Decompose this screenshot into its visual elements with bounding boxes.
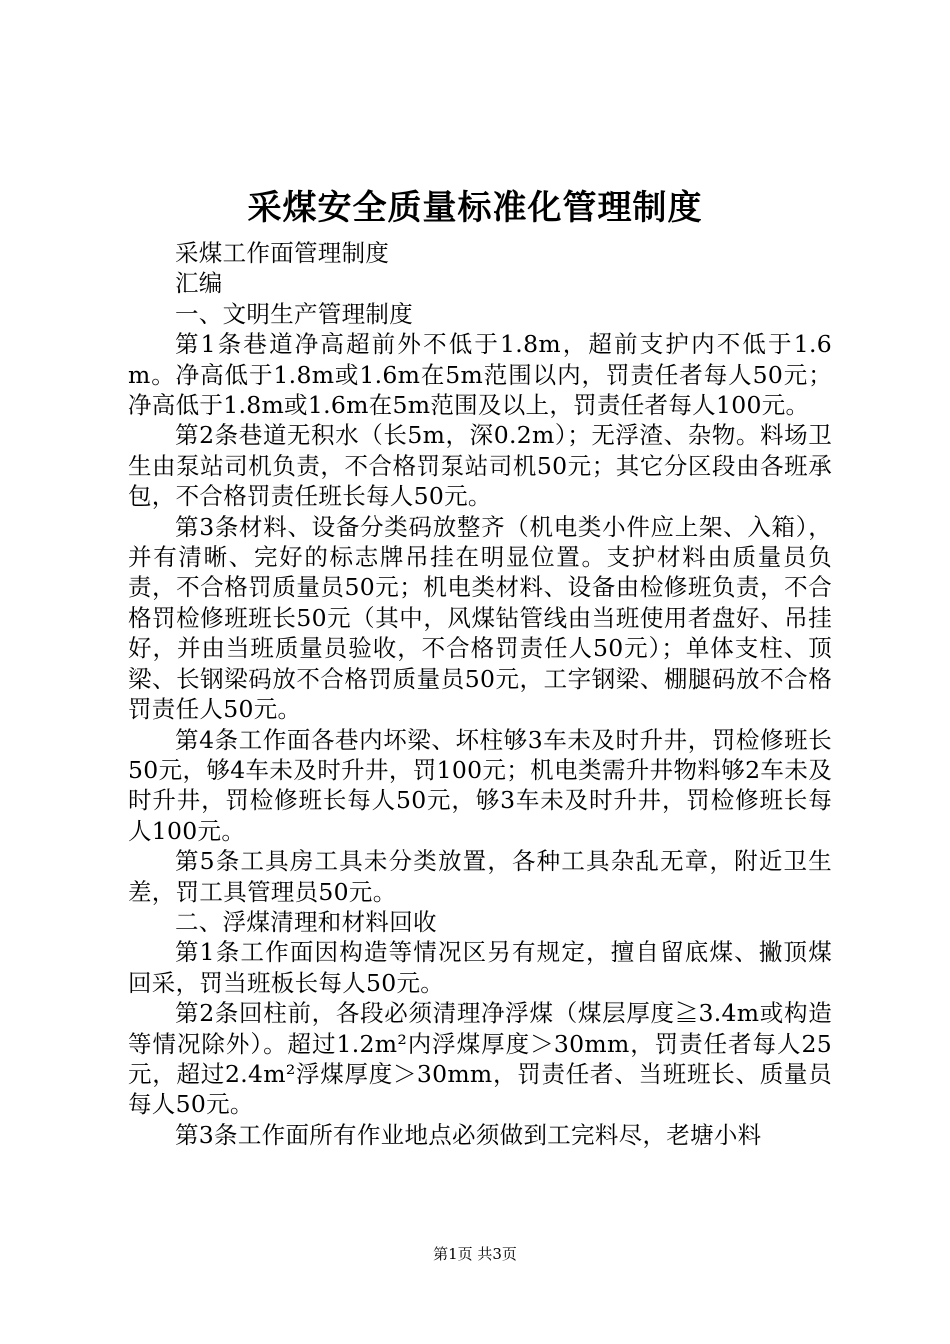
- article-paragraph: 第5条工具房工具未分类放置，各种工具杂乱无章，附近卫生差，罚工具管理员50元。: [128, 847, 832, 906]
- page-number: 第1页: [433, 1245, 473, 1263]
- article-paragraph: 第3条工作面所有作业地点必须做到工完料尽，老塘小料: [175, 1120, 762, 1149]
- section-heading: 一、文明生产管理制度: [175, 299, 413, 328]
- subtitle-line: 汇编: [175, 269, 223, 298]
- document-title: 采煤安全质量标准化管理制度: [247, 188, 703, 228]
- article-paragraph: 第2条回柱前，各段必须清理净浮煤（煤层厚度≧3.4m或构造等情况除外）。超过1.2m²内浮煤厚度＞30mm，罚责任者每人25元，超过2.4m²浮煤厚度＞30mm，罚责任者、当班班长、质量员每人50元。: [128, 999, 832, 1119]
- subtitle-line: 采煤工作面管理制度: [175, 239, 390, 267]
- article-paragraph: 第1条工作面因构造等情况区另有规定，擅自留底煤、撇顶煤回采，罚当班板长每人50元。: [128, 938, 832, 997]
- section-heading: 二、浮煤清理和材料回收: [175, 907, 437, 936]
- article-paragraph: 第1条巷道净高超前外不低于1.8m，超前支护内不低于1.6m。净高低于1.8m或1.6m在5m范围以内，罚责任者每人50元；净高低于1.8m或1.6m在5m范围及以上，罚责任者每人100元。: [128, 330, 832, 420]
- page-total: 共3页: [477, 1245, 517, 1263]
- document-body: [128, 238, 832, 1150]
- article-paragraph: 第3条材料、设备分类码放整齐（机电类小件应上架、入箱），并有清晰、完好的标志牌吊挂在明显位置。支护材料由质量员负责，不合格罚质量员50元；机电类材料、设备由检修班负责，不合格罚检修班班长50元（其中，风煤钻管线由当班使用者盘好、吊挂好，并由当班质量员验收，不合格罚责任人50元）；单体支柱、顶梁、长钢梁码放不合格罚质量员50元，工字钢梁、棚腿码放不合格罚责任人50元。: [128, 512, 832, 724]
- article-paragraph: 第2条巷道无积水（长5m，深0.2m）；无浮渣、杂物。料场卫生由泵站司机负责，不合格罚泵站司机50元；其它分区段由各班承包，不合格罚责任班长每人50元。: [128, 421, 832, 511]
- page-footer: [0, 1244, 950, 1264]
- article-paragraph: 第4条工作面各巷内坏梁、坏柱够3车未及时升井，罚检修班长50元，够4车未及时升井，罚100元；机电类需升井物料够2车未及时升井，罚检修班长每人50元，够3车未及时升井，罚检修班长每人100元。: [128, 725, 832, 845]
